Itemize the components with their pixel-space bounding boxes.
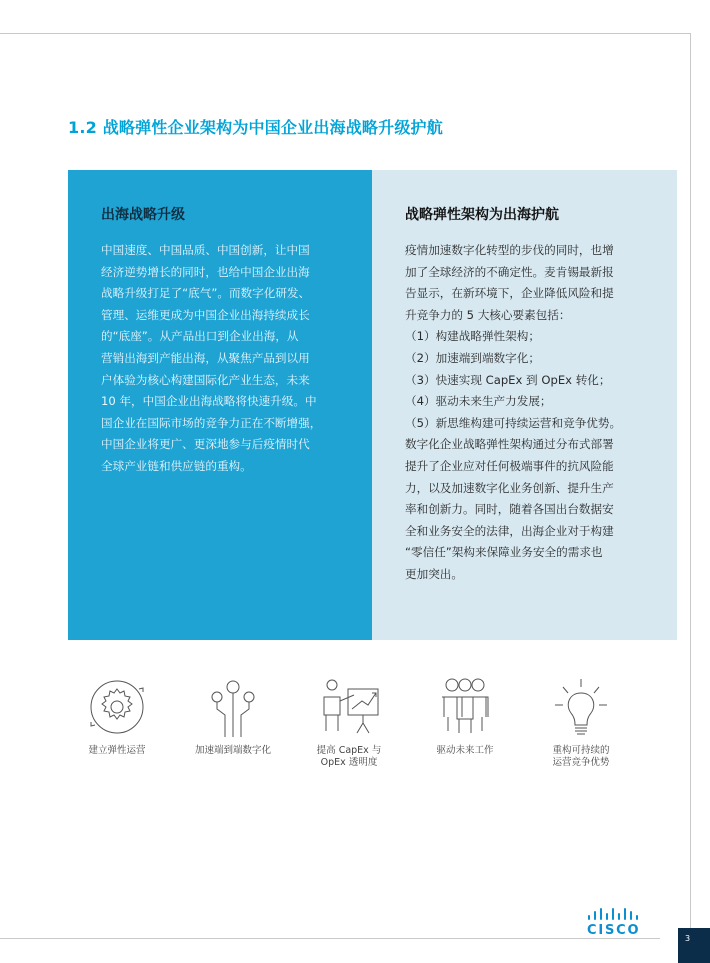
pillar-sustainable-advantage <box>526 675 636 769</box>
text-line: 更加突出。 <box>405 566 463 581</box>
circuit-network-icon <box>203 675 263 743</box>
presentation-chart-icon <box>314 675 384 743</box>
pillar-label: 驱动未来工作 <box>436 745 494 756</box>
right-panel-heading: 战略弹性架构为出海护航 <box>405 207 559 223</box>
lightbulb-icon <box>551 675 611 743</box>
pillar-future-work <box>410 675 520 757</box>
text-line: （2）加速端到端数字化； <box>405 350 540 365</box>
right-rule <box>690 33 691 938</box>
pillar-label: 重构可持续的 运营竞争优势 <box>552 745 610 768</box>
right-panel <box>372 170 677 640</box>
pillar-label: 加速端到端数字化 <box>194 745 271 756</box>
text-line: 疫情加速数字化转型的步伐的同时，也增 <box>405 243 614 257</box>
top-rule <box>0 33 690 34</box>
gear-cycle-icon <box>87 675 147 743</box>
text-line: 全和业务安全的法律，出海企业对于构建 <box>405 523 614 538</box>
left-panel-text <box>101 240 342 478</box>
team-people-icon <box>430 675 500 743</box>
text-line: 管理、运维更成为中国企业出海持续成长 <box>101 307 310 322</box>
cisco-bridge-icon <box>583 907 643 923</box>
text-line: 营销出海到产能出海，从聚焦产品到以用 <box>101 350 310 365</box>
text-line: 全球产业链和供应链的重构。 <box>101 458 252 473</box>
text-line: （4）驱动未来生产力发展； <box>405 394 552 409</box>
left-panel-heading: 出海战略升级 <box>101 207 185 223</box>
text-line: 10 年，中国企业出海战略将快速升级。中 <box>101 394 317 409</box>
text-line: （1）构建战略弹性架构； <box>405 329 540 344</box>
text-line: 经济逆势增长的同时，也给中国企业出海 <box>101 264 310 279</box>
pillar-end-to-end-digital <box>178 675 288 757</box>
text-line: 户体验为核心构建国际化产业生态，未来 <box>101 372 310 387</box>
text-line: 加了全球经济的不确定性。麦肯锡最新报 <box>405 264 614 279</box>
text-line: 战略升级打足了“底气”。而数字化研发、 <box>101 286 311 301</box>
text-line: 率和创新力。同时，随着各国出台数据安 <box>405 502 614 517</box>
pillar-label: 建立弹性运营 <box>88 745 146 756</box>
text-line: 提升了企业应对任何极端事件的抗风险能 <box>405 458 614 473</box>
pillars-row <box>62 675 662 815</box>
pillar-label: 提高 CapEx 与 OpEx 透明度 <box>316 745 382 768</box>
cisco-wordmark: CISCO <box>587 923 641 938</box>
text-line: 中国速度、中国品质、中国创新，让中国 <box>101 243 310 257</box>
text-line: 告显示，在新环境下，企业降低风险和提 <box>405 286 614 301</box>
left-panel <box>68 170 372 640</box>
text-line: 升竞争力的 5 大核心要素包括： <box>405 307 571 322</box>
text-line: 的“底座”。从产品出口到企业出海，从 <box>101 329 299 344</box>
right-panel-text <box>405 240 657 586</box>
bottom-rule <box>0 938 660 939</box>
text-line: 中国企业将更广、更深地参与后疫情时代 <box>101 437 310 452</box>
page-number: 3 <box>678 928 710 963</box>
text-line: 力，以及加速数字化业务创新、提升生产 <box>405 480 614 495</box>
section-title: 1.2 战略弹性企业架构为中国企业出海战略升级护航 <box>68 118 443 137</box>
text-line: 国企业在国际市场的竞争力正在不断增强， <box>101 415 322 430</box>
cisco-logo <box>583 907 643 947</box>
text-line: “零信任”架构来保障业务安全的需求也 <box>405 545 603 560</box>
pillar-resilient-operations <box>62 675 172 757</box>
text-line: （5）新思维构建可持续运营和竞争优势。 <box>405 415 622 430</box>
text-line: （3）快速实现 CapEx 到 OpEx 转化； <box>405 372 611 387</box>
text-line: 数字化企业战略弹性架构通过分布式部署 <box>405 437 614 452</box>
pillar-capex-opex <box>294 675 404 769</box>
